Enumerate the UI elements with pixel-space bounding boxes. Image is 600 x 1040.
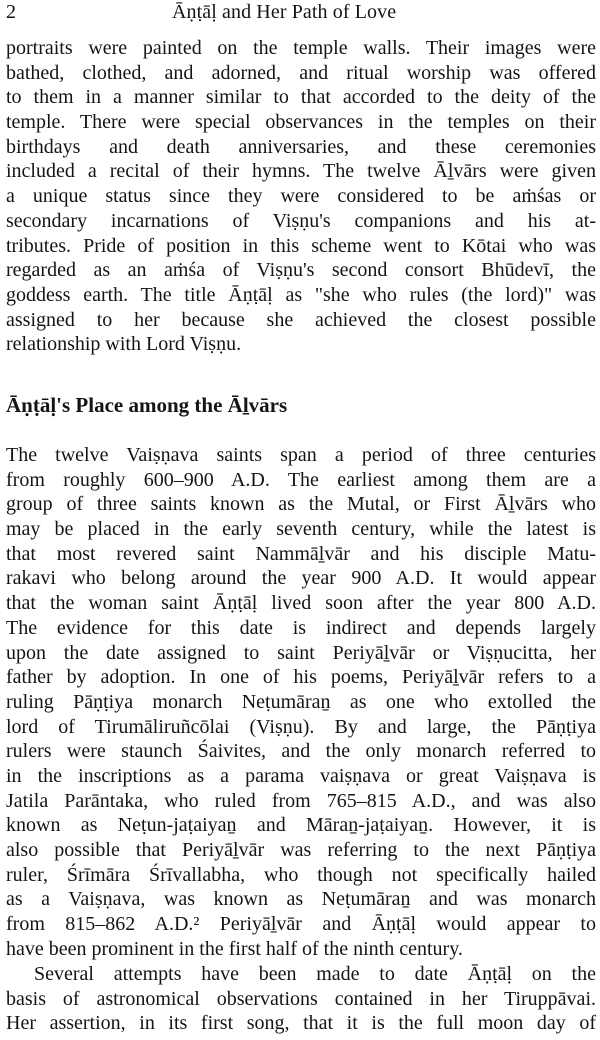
section-heading: Āṇṭāḷ's Place among the Āḻvārs — [6, 393, 288, 417]
text-line: assigned to her because she achieved the closest possible — [6, 308, 596, 331]
text-line: may be placed in the early seventh century, while the latest is — [6, 518, 596, 541]
text-line: ruler, Śrīmāra Śrīvallabha, who though not specifically hailed — [6, 863, 596, 886]
text-line: regarded as an aṁśa of Viṣṇu's second consort Bhūdevī, the — [6, 259, 596, 282]
text-line: as a Vaiṣṇava, was known as Neṭumāraṉ and was monarch — [6, 888, 596, 911]
running-title: Āṇṭāḷ and Her Path of Love — [172, 1, 397, 23]
text-line: basis of astronomical observations contained in her Tiruppāvai. — [6, 987, 596, 1010]
text-line: to them in a manner similar to that accorded to the deity of the — [6, 86, 596, 109]
text-line: lord of Tirumāliruñcōlai (Viṣṇu). By and large, the Pāṇṭiya — [6, 715, 596, 738]
paragraph — [6, 443, 596, 961]
text-line: portraits were painted on the temple walls. Their images were — [6, 37, 596, 59]
text-line: that most revered saint Nammāḻvār and his disciple Matu- — [6, 542, 596, 565]
text-line: Several attempts have been made to date Āṇṭāḷ on the — [34, 963, 596, 985]
text-line: rakavi who belong around the year 900 A.D. It would appear — [6, 567, 596, 590]
text-line: in the inscriptions as a parama vaiṣṇava or great Vaiṣṇava is — [6, 764, 596, 787]
text-line: known as Neṭun-jaṭaiyaṉ and Māraṉ-jaṭaiyaṉ. However, it is — [6, 814, 596, 837]
text-line: The evidence for this date is indirect and depends largely — [6, 616, 596, 639]
text-line: that the woman saint Āṇṭāḷ lived soon after the year 800 A.D. — [6, 592, 596, 615]
text-line: rulers were staunch Śaivites, and the only monarch referred to — [6, 740, 596, 763]
text-line: have been prominent in the first half of the ninth century. — [6, 937, 463, 960]
text-line: relationship with Lord Viṣṇu. — [6, 333, 242, 356]
text-line: ruling Pāṇṭiya monarch Neṭumāraṉ as one who extolled the — [6, 690, 596, 713]
text-line: birthdays and death anniversaries, and these ceremonies — [6, 135, 596, 158]
text-line: Her assertion, in its first song, that it is the full moon day of — [6, 1012, 596, 1035]
text-line: a unique status since they were considered to be aṁśas or — [6, 185, 596, 208]
text-line: bathed, clothed, and adorned, and ritual worship was offered — [6, 61, 596, 84]
text-line: Jatila Parāntaka, who ruled from 765–815 A.D., and was also — [6, 789, 596, 812]
text-line: also possible that Periyāḻvār was referring to the next Pāṇṭiya — [6, 839, 596, 861]
text-line: goddess earth. The title Āṇṭāḷ as "she who rules (the lord)" was — [6, 283, 596, 306]
text-line: temple. There were special observances in the temples on their — [6, 111, 596, 134]
running-header — [0, 0, 600, 30]
text-line: upon the date assigned to saint Periyāḻvār or Viṣṇucitta, her — [6, 641, 596, 664]
text-line: father by adoption. In one of his poems, Periyāḻvār refers to a — [6, 666, 596, 689]
text-line: from 815–862 A.D.² Periyāḻvār and Āṇṭāḷ would appear to — [6, 913, 596, 936]
text-line: from roughly 600–900 A.D. The earliest among them are a — [6, 468, 596, 491]
text-line: tributes. Pride of position in this scheme went to Kōtai who was — [6, 234, 596, 257]
paragraph — [6, 962, 596, 1036]
text-line: included a recital of their hymns. The twelve Āḻvārs were given — [6, 160, 596, 183]
text-line: group of three saints known as the Mutal, or First Āḻvārs who — [6, 493, 596, 516]
page-number: 2 — [6, 1, 16, 23]
text-line: The twelve Vaiṣṇava saints span a period of three centuries — [6, 444, 596, 466]
paragraph — [6, 36, 596, 357]
text-line: secondary incarnations of Viṣṇu's companions and his at- — [6, 209, 596, 232]
